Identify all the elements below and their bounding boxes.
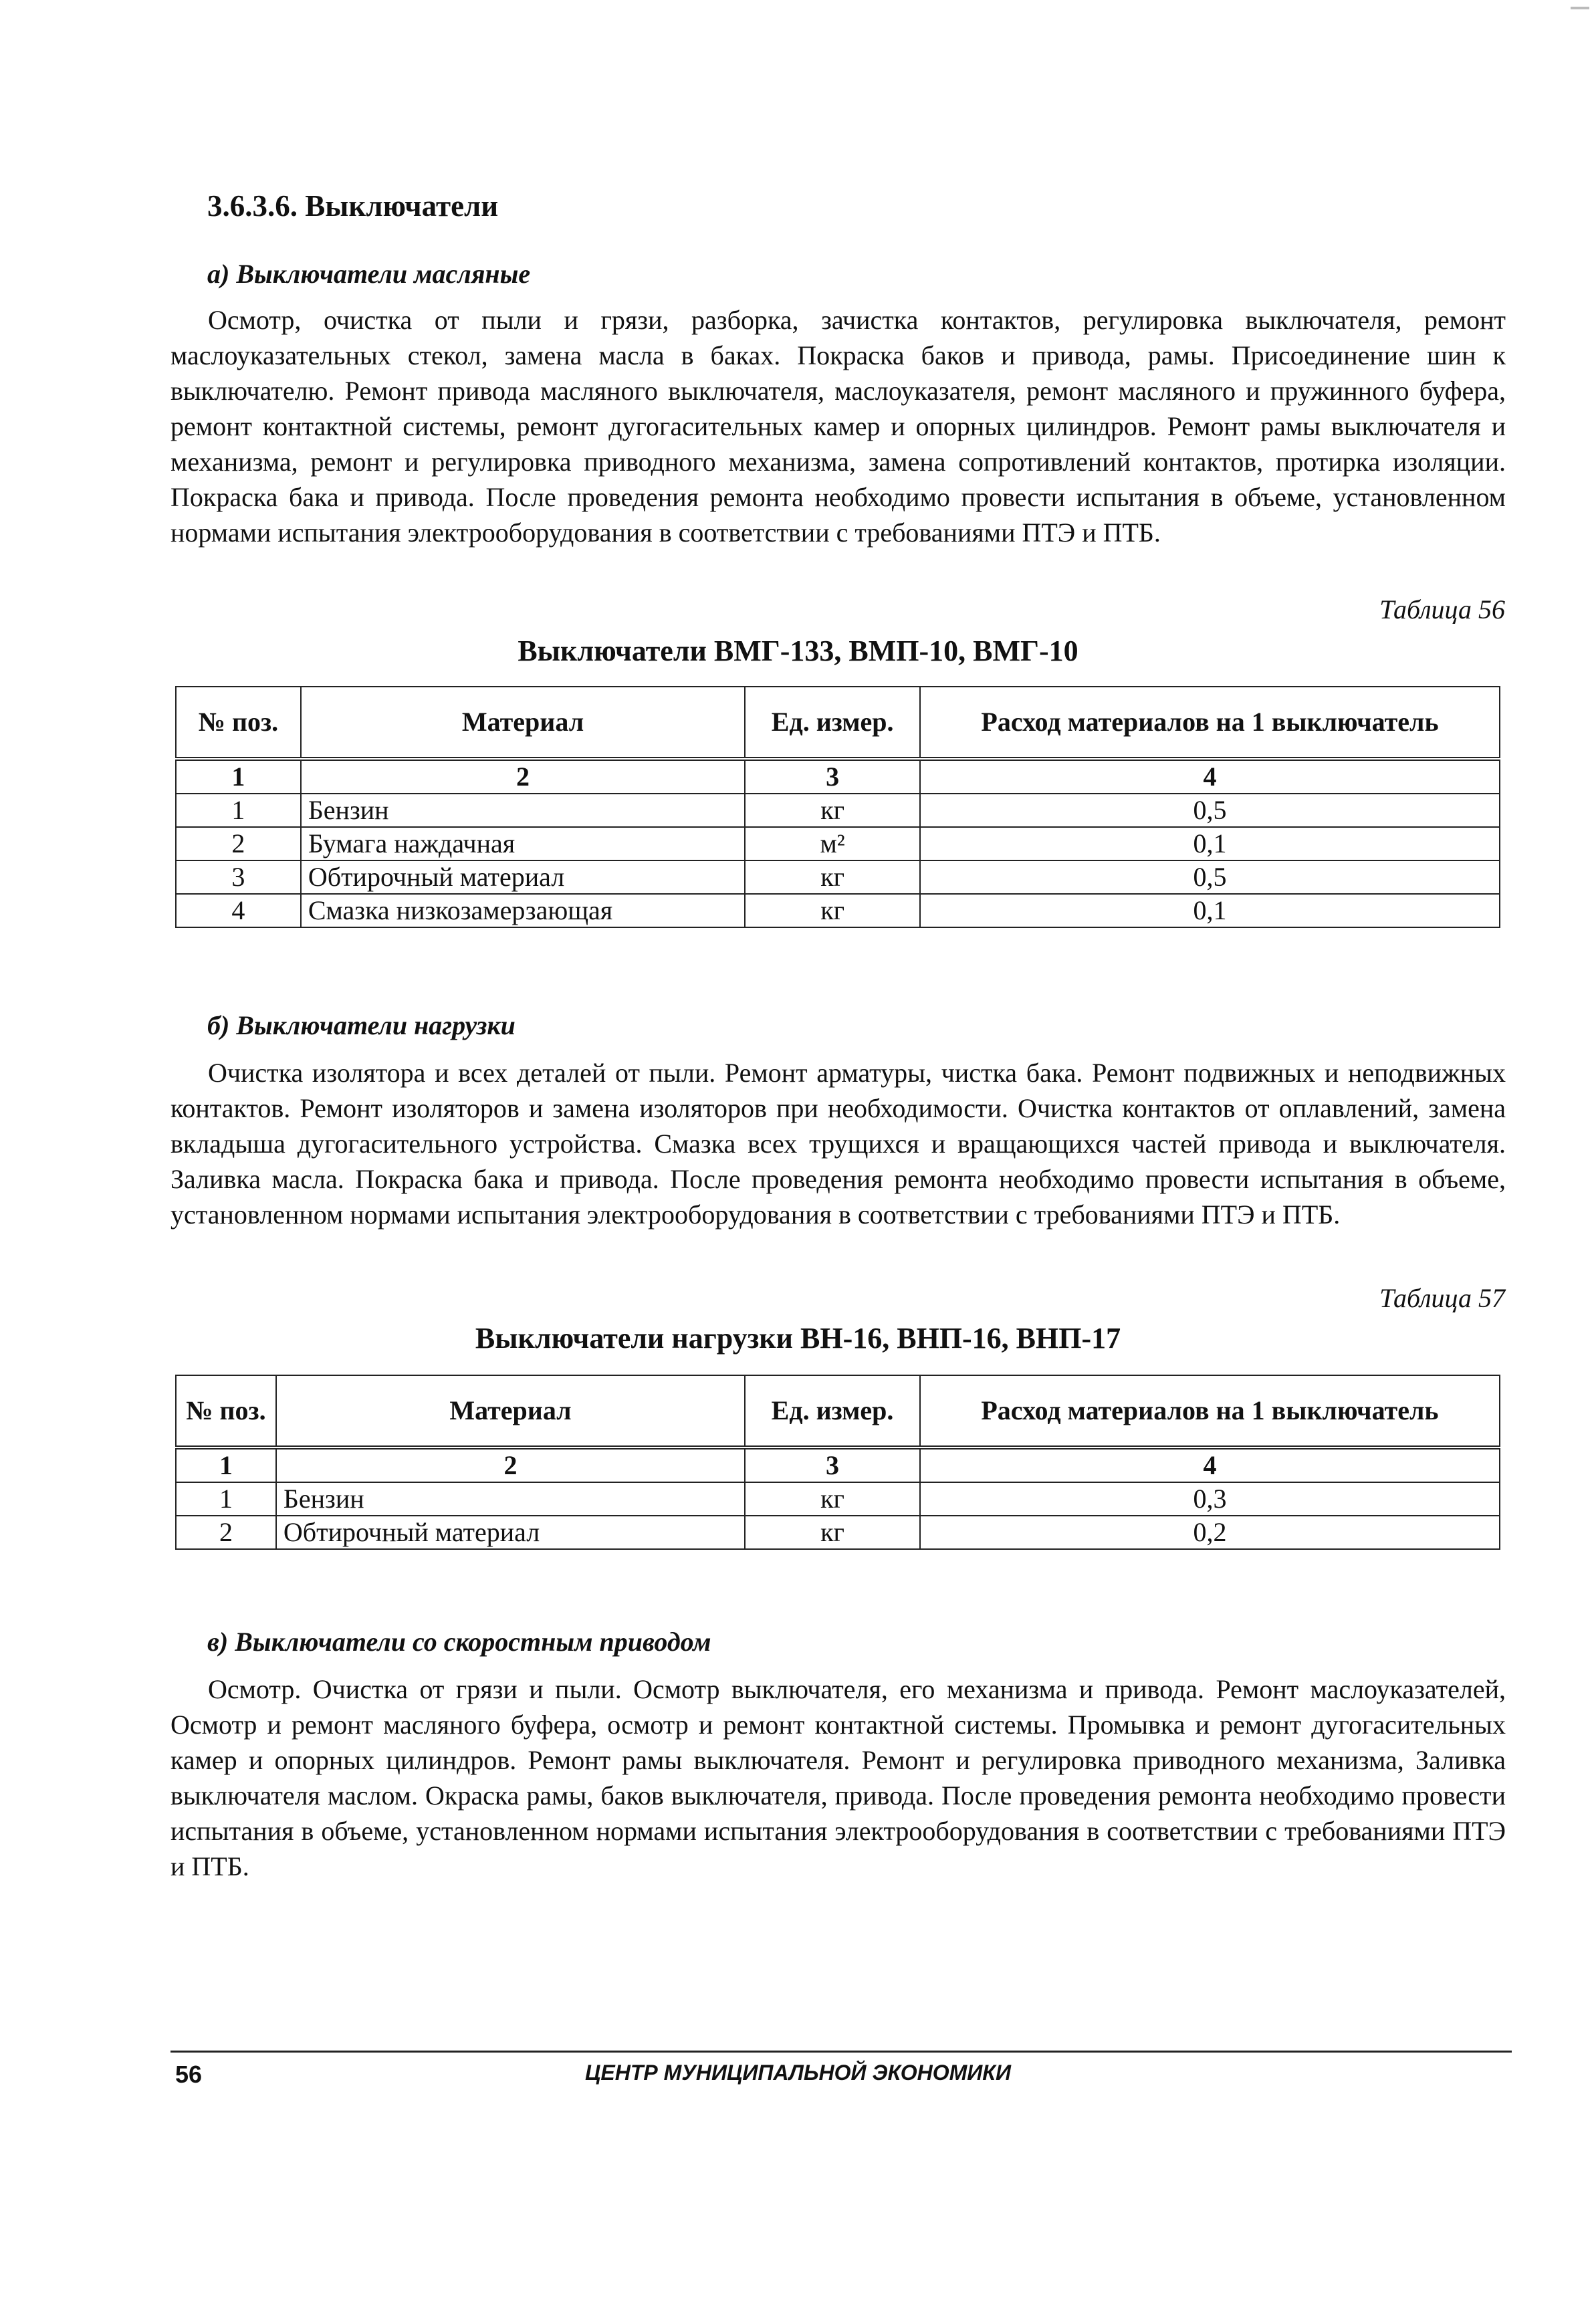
- cell-material: Бензин: [301, 794, 745, 827]
- header-consumption: Расход материалов на 1 выключатель: [920, 687, 1500, 759]
- header-pos: № поз.: [176, 1375, 276, 1447]
- header-pos: № поз.: [176, 687, 301, 759]
- cell-unit: кг: [745, 894, 920, 927]
- footer-publisher: ЦЕНТР МУНИЦИПАЛЬНОЙ ЭКОНОМИКИ: [585, 2061, 1011, 2085]
- table-row: [176, 794, 1500, 827]
- paragraph-b-text: Очистка изолятора и всех деталей от пыли. Ремонт арматуры, чистка бака. Ремонт подвижных и неподвижных контактов. Ремонт изоляторов и замена изоляторов при необходимости. Очистка контактов от оплавлений, замена вкладыша дугогасительного устройства. Смазка всех трущихся и вращающихся частей привода и выключателя. Заливка масла. Покраска бака и привода. После проведения ремонта необходимо провести испытания в объеме, установленном нормами испытания электрооборудования в соответствии с требованиями ПТЭ и ПТБ.: [170, 1058, 1506, 1230]
- paragraph-a: [170, 302, 1506, 550]
- header-consumption: Расход материалов на 1 выключатель: [920, 1375, 1500, 1447]
- column-number: 2: [276, 1447, 745, 1482]
- paragraph-b: [170, 1055, 1506, 1232]
- table-row: [176, 827, 1500, 860]
- footer-rule: [170, 2051, 1512, 2053]
- table-57-ref: Таблица 57: [1379, 1283, 1505, 1313]
- cell-unit: кг: [745, 1516, 920, 1549]
- cell-amount: 0,1: [920, 894, 1500, 927]
- scan-mark: [1571, 7, 1589, 9]
- column-number: 4: [920, 759, 1500, 794]
- cell-material: Смазка низкозамерзающая: [301, 894, 745, 927]
- cell-pos: 2: [176, 1516, 276, 1549]
- cell-amount: 0,1: [920, 827, 1500, 860]
- cell-material: Бумага наждачная: [301, 827, 745, 860]
- cell-unit: кг: [745, 860, 920, 894]
- cell-pos: 3: [176, 860, 301, 894]
- header-unit: Ед. измер.: [745, 687, 920, 759]
- cell-amount: 0,2: [920, 1516, 1500, 1549]
- paragraph-c: [170, 1671, 1506, 1884]
- table-header-row: [176, 1375, 1500, 1447]
- cell-pos: 4: [176, 894, 301, 927]
- cell-amount: 0,5: [920, 860, 1500, 894]
- cell-pos: 2: [176, 827, 301, 860]
- table-57-title: Выключатели нагрузки ВН-16, ВНП-16, ВНП-17: [475, 1322, 1121, 1355]
- cell-amount: 0,5: [920, 794, 1500, 827]
- section-heading: 3.6.3.6. Выключатели: [207, 189, 499, 223]
- cell-amount: 0,3: [920, 1482, 1500, 1516]
- cell-unit: кг: [745, 1482, 920, 1516]
- column-number: 3: [745, 759, 920, 794]
- subsection-heading-b: б) Выключатели нагрузки: [207, 1010, 516, 1040]
- column-number: 1: [176, 1447, 276, 1482]
- cell-pos: 1: [176, 1482, 276, 1516]
- table-row: [176, 894, 1500, 927]
- paragraph-a-text: Осмотр, очистка от пыли и грязи, разборка, зачистка контактов, регулировка выключателя, ремонт маслоуказательных стекол, замена масла в баках. Покраска баков и привода, рамы. Присоединение шин к выключателю. Ремонт привода масляного выключателя, маслоуказателя, ремонт масляного и пружинного буфера, ремонт контактной системы, ремонт дугогасительных камер и опорных цилиндров. Ремонт рамы выключателя и механизма, ремонт и регулировка приводного механизма, замена сопротивлений контактов, протирка изоляции. Покраска бака и привода. После проведения ремонта необходимо провести испытания в объеме, установленном нормами испытания электрооборудования в соответствии с требованиями ПТЭ и ПТБ.: [170, 305, 1506, 548]
- column-number: 1: [176, 759, 301, 794]
- column-number: 2: [301, 759, 745, 794]
- table-row: [176, 860, 1500, 894]
- table-56: [175, 686, 1500, 928]
- column-number: 4: [920, 1447, 1500, 1482]
- column-number-row: [176, 1447, 1500, 1482]
- page-number: 56: [175, 2061, 203, 2088]
- table-56-ref: Таблица 56: [1379, 594, 1505, 624]
- cell-material: Бензин: [276, 1482, 745, 1516]
- cell-material: Обтирочный материал: [276, 1516, 745, 1549]
- paragraph-c-text: Осмотр. Очистка от грязи и пыли. Осмотр выключателя, его механизма и привода. Ремонт маслоуказателей, Осмотр и ремонт масляного буфера, осмотр и ремонт контактной системы. Промывка и ремонт дугогасительных камер и опорных цилиндров. Ремонт рамы выключателя. Ремонт и регулировка приводного механизма, Заливка выключателя маслом. Окраска рамы, баков выключателя, привода. После проведения ремонта необходимо провести испытания в объеме, установленном нормами испытания электрооборудования в соответствии с требованиями ПТЭ и ПТБ.: [170, 1674, 1506, 1881]
- cell-unit: м²: [745, 827, 920, 860]
- cell-unit: кг: [745, 794, 920, 827]
- column-number: 3: [745, 1447, 920, 1482]
- table-header-row: [176, 687, 1500, 759]
- subsection-heading-a: а) Выключатели масляные: [207, 259, 531, 289]
- cell-material: Обтирочный материал: [301, 860, 745, 894]
- header-unit: Ед. измер.: [745, 1375, 920, 1447]
- table-row: [176, 1482, 1500, 1516]
- table-56-title: Выключатели ВМГ-133, ВМП-10, ВМГ-10: [518, 634, 1078, 667]
- subsection-heading-c: в) Выключатели со скоростным приводом: [207, 1627, 711, 1657]
- header-material: Материал: [301, 687, 745, 759]
- cell-pos: 1: [176, 794, 301, 827]
- table-row: [176, 1516, 1500, 1549]
- header-material: Материал: [276, 1375, 745, 1447]
- column-number-row: [176, 759, 1500, 794]
- table-57: [175, 1375, 1500, 1550]
